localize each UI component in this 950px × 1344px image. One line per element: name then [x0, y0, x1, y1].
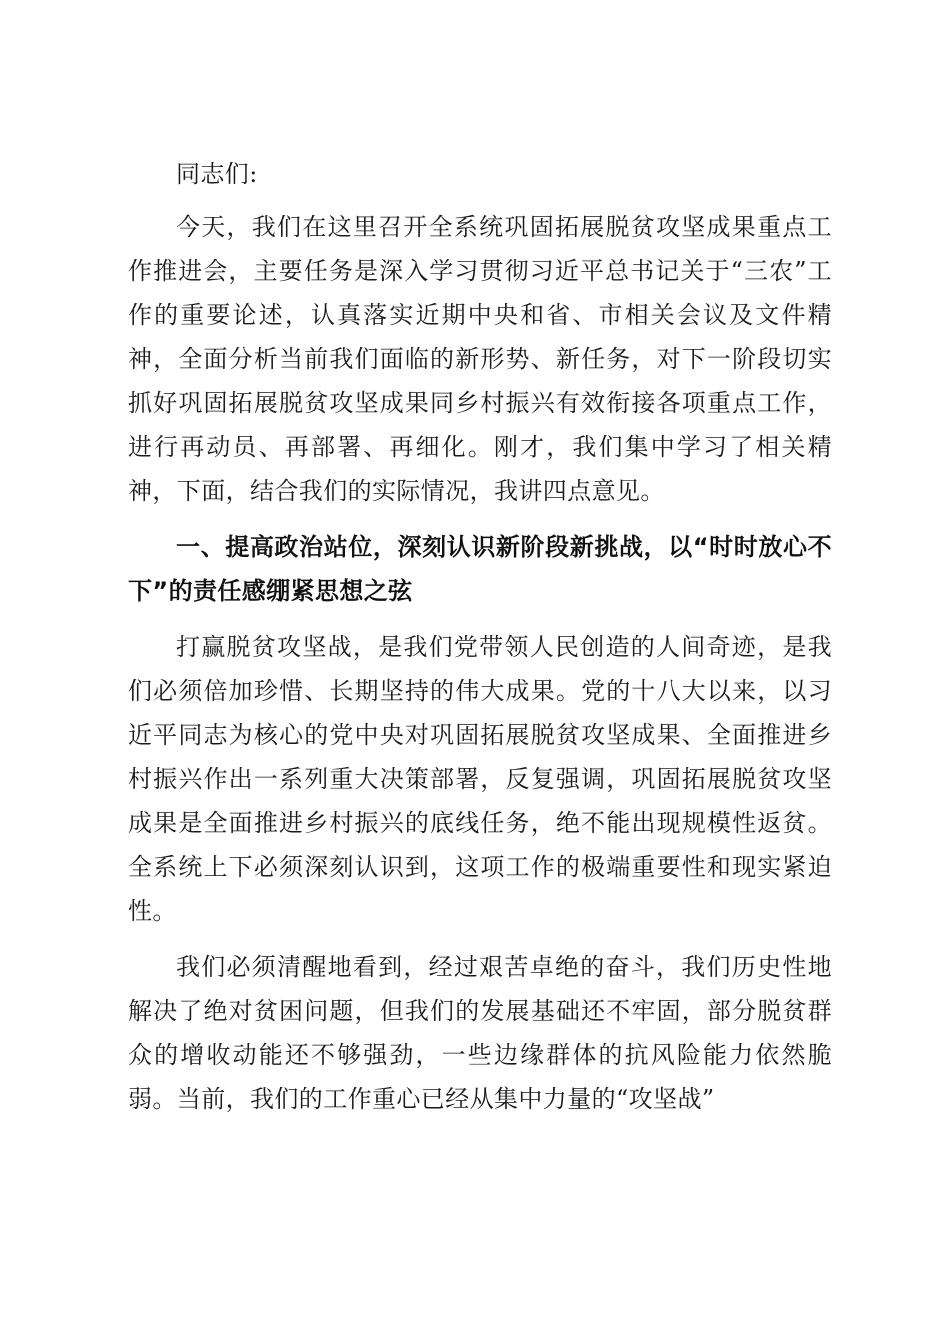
section-heading: 一、提高政治站位，深刻认识新阶段新挑战，以“时时放心不下”的责任感绷紧思想之弦 — [128, 533, 832, 605]
document-body — [128, 152, 832, 1133]
section-paragraph-1: 打赢脱贫攻坚战，是我们党带领人民创造的人间奇迹，是我们必须倍加珍惜、长期坚持的伟大成果。党的十八大以来，以习近平同志为核心的党中央对巩固拓展脱贫攻坚成果、全面推进乡村振兴作出一系列重大决策部署，反复强调，巩固拓展脱贫攻坚成果是全面推进乡村振兴的底线任务，绝不能出现规模性返贫。全系统上下必须深刻认识到，这项工作的极端重要性和现实紧迫性。 — [128, 633, 832, 925]
intro-paragraph: 今天，我们在这里召开全系统巩固拓展脱贫攻坚成果重点工作推进会，主要任务是深入学习贯彻习近平总书记关于“三农”工作的重要论述，认真落实近期中央和省、市相关会议及文件精神，全面分析当前我们面临的新形势、新任务，对下一阶段切实抓好巩固拓展脱贫攻坚成果同乡村振兴有效衔接各项重点工作，进行再动员、再部署、再细化。刚才，我们集中学习了相关精神，下面，结合我们的实际情况，我讲四点意见。 — [128, 213, 832, 505]
section-paragraph-2: 我们必须清醒地看到，经过艰苦卓绝的奋斗，我们历史性地解决了绝对贫困问题，但我们的发展基础还不牢固，部分脱贫群众的增收动能还不够强劲，一些边缘群体的抗风险能力依然脆弱。当前，我们的工作重心已经从集中力量的“攻坚战” — [128, 953, 832, 1113]
salutation: 同志们: — [176, 160, 258, 188]
